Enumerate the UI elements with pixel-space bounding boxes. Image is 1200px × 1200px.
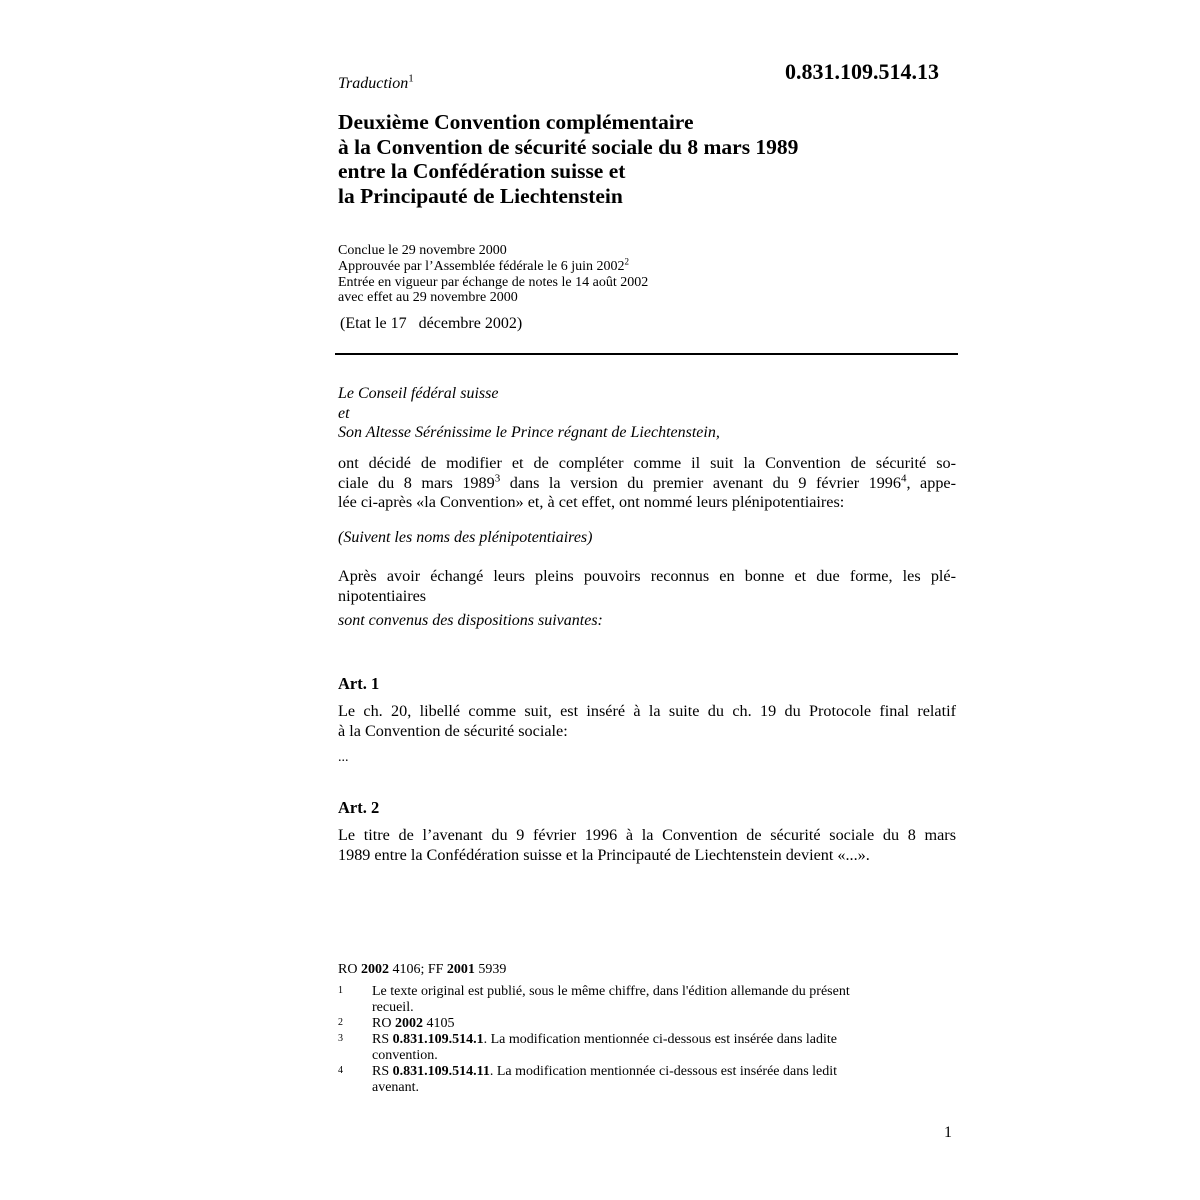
footnote-4 bbox=[0, 1063, 1200, 1095]
text-line: ont décidé de modifier et de compléter comme il suit la Convention de sécurité so- bbox=[338, 454, 956, 472]
article-1-heading: Art. 1 bbox=[338, 674, 380, 693]
text-span: . La modification mentionnée ci-dessous est insérée dans ledit bbox=[489, 1064, 838, 1079]
footnote-ref-4[interactable]: 4 bbox=[900, 472, 907, 485]
contracting-parties bbox=[338, 384, 720, 443]
ro-prefix: RO bbox=[338, 962, 361, 977]
footnote-text bbox=[372, 1032, 837, 1063]
text-span: 0.831.109.514.11 bbox=[392, 1064, 490, 1079]
footnote-text bbox=[372, 1064, 837, 1095]
footnote-line bbox=[372, 1064, 837, 1080]
text-line: lée ci-après «la Convention» et, à cet effet, ont nommé leurs plénipotentiaires: bbox=[338, 493, 845, 512]
approved-date bbox=[338, 256, 648, 275]
party-conjunction: et bbox=[338, 404, 350, 422]
text-span: . La modification mentionnée ci-dessous est insérée dans ladite bbox=[483, 1032, 838, 1047]
footnote-text bbox=[372, 984, 850, 1015]
footnote-line: convention. bbox=[372, 1047, 438, 1063]
title-line: entre la Confédération suisse et bbox=[338, 159, 626, 183]
effect-date: avec effet au 29 novembre 2000 bbox=[338, 290, 518, 306]
footnote-ref-2[interactable]: 2 bbox=[624, 256, 630, 267]
article-1-ellipsis: ... bbox=[338, 750, 349, 765]
footnote-3 bbox=[0, 1031, 1200, 1063]
concluded-date: Conclue le 29 novembre 2000 bbox=[338, 243, 507, 258]
text-span: ciale du 8 mars 1989 bbox=[338, 473, 495, 492]
text-span: dans la version du premier avenant du 9 février 1996 bbox=[500, 473, 901, 492]
article-2-heading: Art. 2 bbox=[338, 798, 380, 817]
full-powers-paragraph bbox=[338, 567, 956, 606]
plenipotentiaries-note: (Suivent les noms des plénipotentiaires) bbox=[338, 529, 593, 546]
page-number: 1 bbox=[944, 1124, 952, 1141]
footnote-text bbox=[372, 1016, 454, 1032]
text-span: RS bbox=[372, 1032, 393, 1047]
ff-page: 5939 bbox=[474, 962, 507, 977]
text-span: , appe- bbox=[906, 473, 956, 492]
footnote-line: avenant. bbox=[372, 1079, 420, 1095]
header-divider bbox=[335, 353, 958, 355]
state-date: (Etat le 17 décembre 2002) bbox=[340, 315, 523, 332]
footnote-mark: 2 bbox=[338, 1017, 343, 1028]
sr-number: 0.831.109.514.13 bbox=[785, 59, 939, 84]
article-1-body bbox=[338, 702, 956, 741]
text-line: nipotentiaires bbox=[338, 586, 427, 605]
footnote-line bbox=[372, 1032, 837, 1048]
footnote-ref-1[interactable]: 1 bbox=[408, 72, 414, 85]
preamble-paragraph bbox=[338, 454, 956, 513]
footnote-ref-3[interactable]: 3 bbox=[494, 472, 501, 485]
publication-reference bbox=[338, 962, 506, 978]
title-line: à la Convention de sécurité sociale du 8 mars 1989 bbox=[338, 134, 799, 159]
document-title bbox=[338, 110, 978, 208]
ro-page: 4106; FF bbox=[388, 962, 447, 977]
ff-year: 2001 bbox=[446, 962, 475, 977]
agreed-provisions: sont convenus des dispositions suivantes: bbox=[338, 612, 603, 629]
text-line: à la Convention de sécurité sociale: bbox=[338, 721, 568, 740]
article-2-body bbox=[338, 826, 956, 865]
footnote-line bbox=[372, 1016, 454, 1032]
footnote-mark: 3 bbox=[338, 1033, 343, 1044]
footnote-2 bbox=[0, 1015, 1200, 1031]
translation-text: Traduction bbox=[338, 75, 409, 92]
footnote-1 bbox=[0, 983, 1200, 1015]
legislative-metadata bbox=[338, 243, 648, 306]
entry-into-force: Entrée en vigueur par échange de notes le 14 août 2002 bbox=[338, 274, 649, 290]
text-line: Le ch. 20, libellé comme suit, est inséré à la suite du ch. 19 du Protocole final relatif bbox=[338, 702, 956, 720]
text-line bbox=[338, 474, 956, 494]
party-switzerland: Le Conseil fédéral suisse bbox=[338, 385, 499, 402]
title-line: Deuxième Convention complémentaire bbox=[338, 110, 694, 134]
text-span: RO bbox=[372, 1016, 395, 1031]
text-span: 0.831.109.514.1 bbox=[392, 1032, 484, 1047]
footnote-mark: 1 bbox=[338, 985, 343, 996]
party-liechtenstein: Son Altesse Sérénissime le Prince régnant de Liechtenstein, bbox=[338, 424, 720, 441]
text-span: RS bbox=[372, 1064, 393, 1079]
ro-year: 2002 bbox=[360, 962, 389, 977]
approved-text: Approuvée par l’Assemblée fédérale le 6 juin 2002 bbox=[338, 258, 625, 274]
text-line: Le titre de l’avenant du 9 février 1996 à la Convention de sécurité sociale du 8 mars bbox=[338, 826, 956, 844]
footnote-line: recueil. bbox=[372, 999, 414, 1015]
text-line: Après avoir échangé leurs pleins pouvoirs reconnus en bonne et due forme, les plé- bbox=[338, 567, 956, 585]
footnote-line: Le texte original est publié, sous le même chiffre, dans l'édition allemande du présent bbox=[372, 984, 850, 999]
text-span: 2002 bbox=[394, 1016, 423, 1031]
text-span: 4105 bbox=[422, 1016, 455, 1031]
translation-label bbox=[338, 72, 414, 93]
text-line: 1989 entre la Confédération suisse et la Principauté de Liechtenstein devient «...». bbox=[338, 845, 870, 864]
title-line: la Principauté de Liechtenstein bbox=[338, 183, 623, 208]
footnote-mark: 4 bbox=[338, 1065, 343, 1076]
